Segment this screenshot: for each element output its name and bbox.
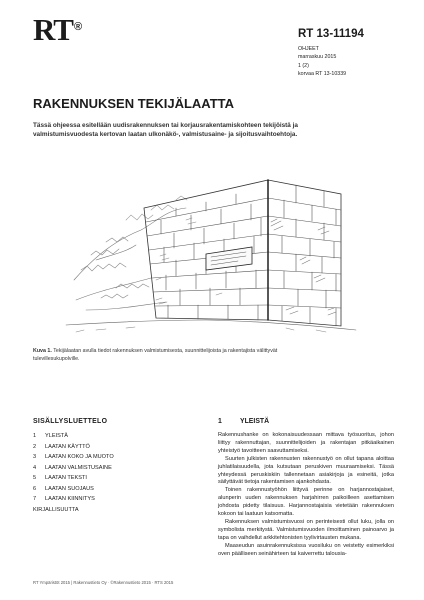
meta-line: marraskuu 2015 (298, 54, 337, 61)
toc-item-label: LAATAN KOKO JA MUOTO (45, 454, 114, 460)
figure-caption (33, 348, 313, 363)
toc-item-number: 2 (33, 443, 37, 450)
document-number: RT 13-11194 (298, 28, 364, 40)
section-heading (218, 418, 269, 425)
toc-item-number: 4 (33, 464, 37, 471)
toc-item-number: 5 (33, 475, 37, 481)
toc-item-label: LAATAN SUOJAUS (45, 485, 94, 492)
toc-item-label: YLEISTÄ (45, 433, 69, 439)
meta-line: korvaa RT 13-10339 (298, 70, 347, 77)
toc-item[interactable] (33, 431, 203, 442)
body-paragraph: Toinen rakennustyöhön liittyvä perinne on harjannostajaiset, alunperin uuden rakennuksen harjahirren paikoilleen asettamisen johdosta pidetty tilaisuus. Harjannostajaisia vietetään rakennuksen kokoon tai laatuun katsomatta. (218, 487, 394, 518)
section-title: YLEISTÄ (240, 418, 270, 425)
figure-illustration (56, 160, 366, 342)
toc-item[interactable] (33, 473, 203, 484)
toc-item-number: 1 (33, 433, 37, 439)
page-title: RAKENNUKSEN TEKIJÄLAATTA (33, 96, 235, 111)
toc-item-number: 6 (33, 485, 37, 492)
body-paragraph: Maaseudun asuinrakennuksissa vuosiluku on veistetty esimerkiksi oven päälliseen seinähirteen tai kaiverrettu talousia- (218, 542, 394, 557)
toc-item-literature[interactable] (33, 505, 203, 516)
meta-line: OHJEET (298, 46, 319, 52)
caption-text: Tekijälaatan avulla tiedot rakennuksen valmistumisesta, suunnittelijoista ja rakentajista välittyvät tulevillesukupolville. (33, 348, 278, 362)
document-meta (298, 45, 346, 78)
body-paragraph: Suurten julkisten rakennusten rakennustyö on ollut tapana aloittaa juhlatilaisuudella, jota kutsutaan peruskiven muuraamiseksi. Tässä yhteydessä peruskiskiin tallennetaan asiakirjoja ja esineitä, jotka säilyttävät tietoja rakentamisen ajankohdasta. (218, 455, 394, 486)
toc-item[interactable] (33, 452, 203, 463)
toc-item-label: LAATAN KÄYTTÖ (45, 443, 90, 450)
toc-item-label: LAATAN TEKSTI (45, 475, 87, 481)
page-footer: RT Ympäristöt 2015 | Rakennustieto Oy · ©Rakennustieto 2015 · RTS 2015 (33, 580, 174, 585)
meta-line: 1 (2) (298, 62, 309, 69)
logo-text: RT (33, 12, 73, 47)
toc-item-label: LAATAN VALMISTUSAINE (45, 464, 112, 471)
body-paragraph: Rakennushanke on kokonaisuudessaan mittava työsuoritus, johon liittyy rakennuttajan, suunnittelijoiden ja rakentajan pitkäaikainen yhteistyö tavoitteen saavuttamiseksi. (218, 432, 394, 454)
rt-logo (33, 14, 81, 45)
table-of-contents (33, 431, 203, 515)
toc-item[interactable] (33, 463, 203, 474)
toc-item[interactable] (33, 484, 203, 495)
caption-label: Kuva 1. (33, 348, 52, 354)
body-paragraph: Rakennuksen valmistumisvuosi on perinteisesti ollut luku, jolla on symbolista merkitystä. Valmistumisvuoden ilmoittaminen painoarvo ja tapa on vaihdellut arkkitehtonisten tyylivirtausten mukana. (218, 518, 394, 541)
toc-heading: SISÄLLYSLUETTELO (33, 418, 108, 425)
toc-item-number: 7 (33, 496, 37, 502)
lead-paragraph: Tässä ohjeessa esitellään uudisrakennuksen tai korjausrakentamiskohteen tekijöistä ja valmistumisvuodesta kertovan laatan ulkonäkö-, valmistusaine- ja sijoitusvaihtoehtoja. (33, 122, 298, 139)
registered-mark: ® (73, 21, 82, 33)
toc-item-label: LAATAN KIINNITYS (45, 496, 95, 502)
toc-item[interactable] (33, 442, 203, 453)
toc-item-label: KIRJALLISUUTTA (33, 506, 79, 513)
toc-item-number: 3 (33, 454, 37, 460)
building-corner-illustration (56, 160, 366, 342)
toc-item[interactable] (33, 494, 203, 505)
section-body (218, 432, 394, 559)
section-number: 1 (218, 418, 222, 425)
